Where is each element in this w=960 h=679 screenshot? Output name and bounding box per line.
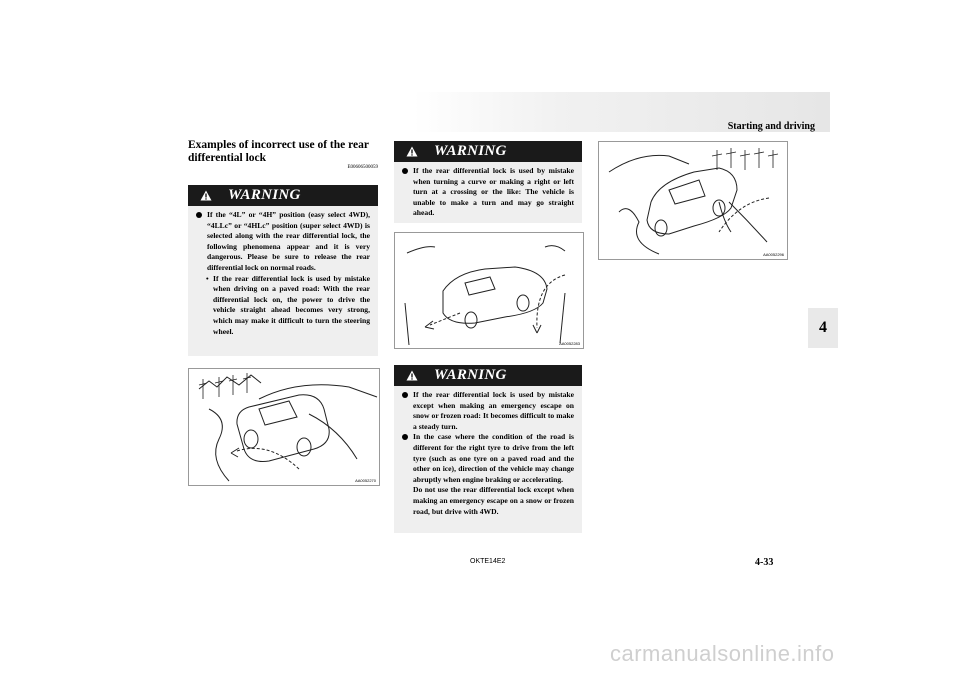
- warning-label: WARNING: [434, 143, 507, 159]
- warning-box-1: [188, 185, 378, 356]
- warning-triangle-icon: [200, 190, 212, 201]
- car-crossing-illustration: [395, 233, 583, 348]
- sub-bullet: •: [206, 273, 209, 283]
- header-title: Starting and driving: [727, 121, 815, 132]
- section-title: Examples of incorrect use of the rear differential lock: [188, 139, 369, 164]
- figure-car-slope: [188, 368, 380, 486]
- car-slope-illustration: [189, 369, 379, 485]
- figure-code: AA0052270: [355, 478, 376, 483]
- warning-box-3: [394, 365, 582, 533]
- warning-item: If the rear differential lock is used by mistake when turning a curve or making a right or left turn at a crossing or the like: The vehicle is unable to make a turn and may go straight ahead.: [402, 166, 574, 219]
- section-code: E00606500059: [347, 165, 378, 170]
- warning-header: [394, 141, 582, 162]
- figure-code: AA0052296: [763, 252, 784, 257]
- warning-box-2: [394, 141, 582, 223]
- figure-car-snow-turn: [598, 141, 788, 260]
- warning-label: WARNING: [228, 187, 301, 203]
- warning-item-2-continuation: Do not use the rear differential lock except when making an emergency escape on a snow or frozen road, but drive with 4WD.: [413, 485, 574, 516]
- figure-car-crossing: [394, 232, 584, 349]
- warning-header: [394, 365, 582, 386]
- warning-item-2: In the case where the condition of the road is different for the right tyre to drive from the left tyre (such as one tyre on a paved road and the other on ice), direction of the vehicle may change abruptly when engine braking or accelerating.: [402, 432, 574, 485]
- figure-code: AA0052283: [559, 341, 580, 346]
- page-number: 4-33: [755, 557, 774, 568]
- warning-sub-item: [196, 274, 370, 338]
- warning-triangle-icon: [406, 146, 418, 157]
- warning-sub-text: If the rear differential lock is used by mistake when driving on a paved road: With the rear differential lock on, the power to drive the vehicle straight ahead becomes very strong, which may make it difficult to turn the steering wheel.: [213, 273, 370, 336]
- footer-code: OKTE14E2: [470, 558, 506, 565]
- warning-item-1: If the rear differential lock is used by mistake except when making an emergency escape on snow or frozen road: It becomes difficult to make a steady turn.: [402, 390, 574, 432]
- warning-item: If the “4L” or “4H” position (easy select 4WD), “4LLc” or “4HLc” position (super select 4WD) is selected along with the rear differential lock, the following phenomena appear and it is very dangerous. Please be sure to release the rear differential lock on normal roads.: [196, 210, 370, 274]
- car-snow-turn-illustration: [599, 142, 787, 259]
- chapter-tab: 4: [808, 308, 838, 348]
- watermark: carmanualsonline.info: [610, 641, 835, 666]
- warning-triangle-icon: [406, 370, 418, 381]
- warning-label: WARNING: [434, 367, 507, 383]
- warning-header: [188, 185, 378, 206]
